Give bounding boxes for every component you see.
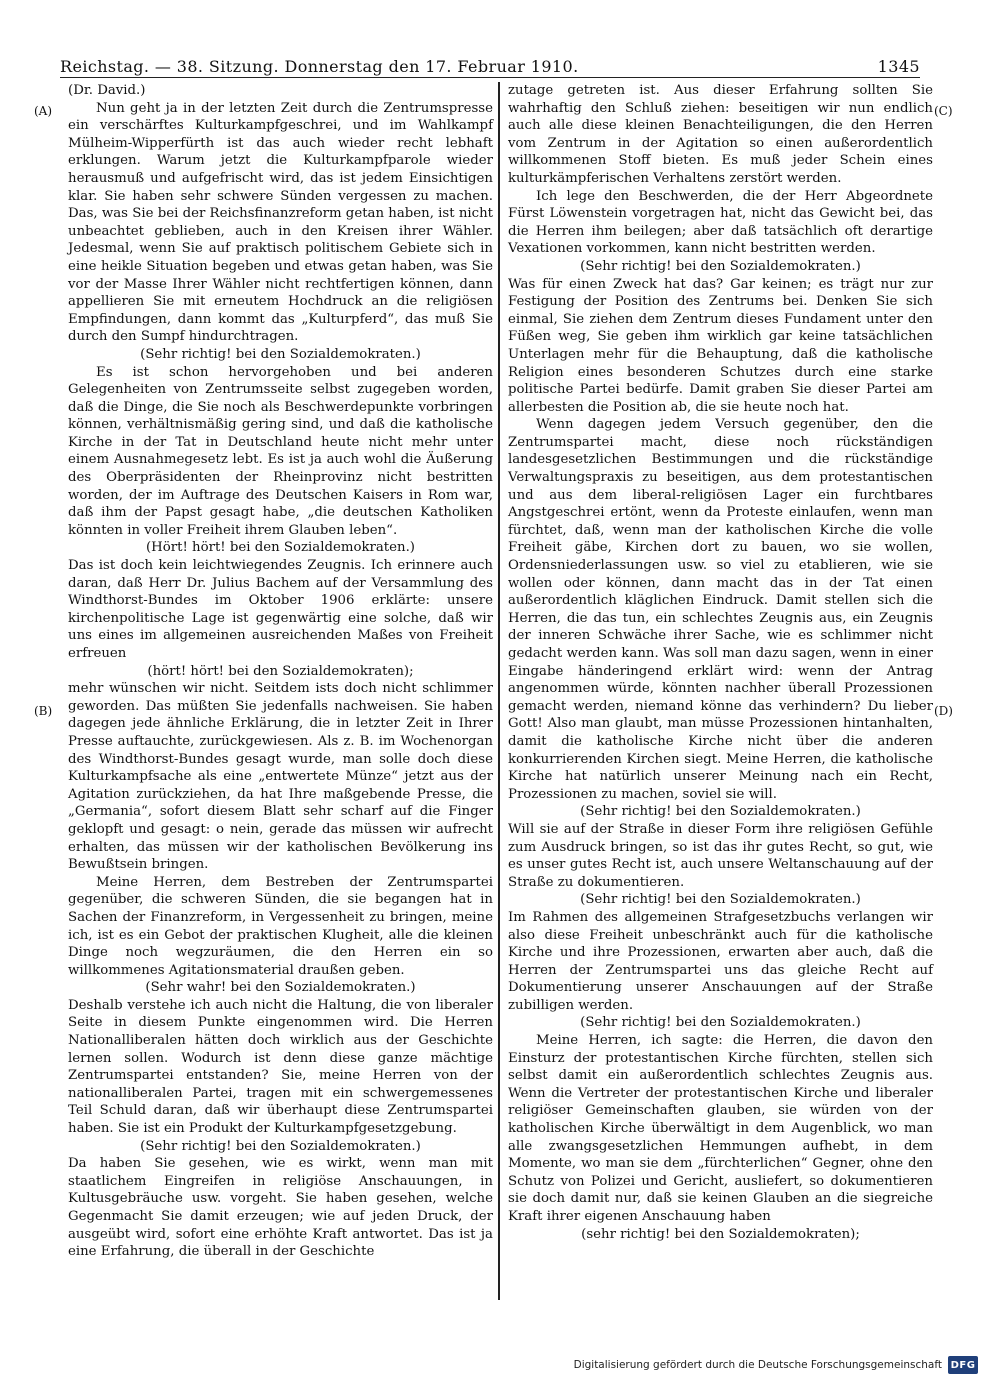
paragraph: Wenn dagegen jedem Versuch gegenüber, den die Zentrumspartei macht, diese noch rückständigen landesgesetzlichen Bestimmungen und die rückständige Verwaltungspraxis zu beseitigen, aus dem protestantischen und aus dem liberal-religiösen Lager ein furchtbares Angstgeschrei ertönt, wenn da Proteste einlaufen, wenn man fürchtet, daß, wenn man der katholischen Kirche die volle Freiheit gäbe, Kirchen dort zu bauen, wo sie wollen, Ordensniederlassungen usw. so viel zu etablieren, wie sie wollen oder können, dann macht das in der Tat einen außerordentlich kläglichen Eindruck. Damit stellen sich die Herren, die das tun, ein schlechtes Zeugnis aus, ein Zeugnis der inneren Schwäche ihrer Sache, wie es schlimmer nicht gedacht werden kann. Was soll man dazu sagen, wenn in einer Eingabe händeringend erklärt wird: wenn der Antrag angenommen würde, könnten nachher überall Prozessionen gemacht werden, niemand könne das verhindern? Du lieber Gott! Also man glaubt, man müsse Prozessionen hintanhalten, damit die katholische Kirche nicht über die anderen konkurrierenden Kirchen siegt. Meine Herren, die katholische Kirche hat natürlich unserer Meinung nach ein Recht, Prozessionen zu machen, soviel sie will.: [508, 417, 933, 802]
paragraph: Will sie auf der Straße in dieser Form ihre religiösen Gefühle zum Ausdruck bringen, so ist das ihr gutes Recht, so gut, wie es unser gutes Recht ist, auch unsere Weltanschauung auf der Straße zu dokumentieren.: [508, 821, 933, 890]
interjection: (Sehr richtig! bei den Sozialdemokraten.): [580, 892, 861, 908]
interjection: (Sehr richtig! bei den Sozialdemokraten.): [580, 804, 861, 820]
interjection: (hört! hört! bei den Sozialdemokraten);: [147, 663, 414, 679]
paragraph: zutage getreten ist. Aus dieser Erfahrung sollten Sie wahrhaftig den Schluß ziehen: beseitigen wir nun endlich auch alle diese kleinen Benachteiligungen, die den Herren vom Zentrum in der Agitation so einen außerordentlich willkommenen Stoff bieten. Es muß jeder Schein eines kulturkämpferischen Verhaltens zerstört werden.: [508, 83, 933, 186]
paragraph: Was für einen Zweck hat das? Gar keinen; es trägt nur zur Festigung der Position des Zentrums bei. Denken Sie sich einmal, Sie ziehen dem Zentrum dieses Fundament unter den Füßen weg, Sie geben ihm wirklich gar keine tatsächlichen Unterlagen mehr für die Behauptung, daß die katholische Religion eines besonderen Schutzes durch eine starke politische Partei bedürfe. Damit graben Sie dieser Partei am allerbesten die Position ab, die sie heute noch hat.: [508, 276, 933, 415]
left-column: [68, 82, 493, 1261]
page-number: 1345: [877, 57, 920, 76]
paragraph: Ich lege den Beschwerden, die der Herr Abgeordnete Fürst Löwenstein vorgetragen hat, nicht das Gewicht bei, das die Herren ihm beilegen; aber daß tatsächlich oft derartige Vexationen vorkommen, kann nicht bestritten werden.: [508, 188, 933, 257]
interjection: (Hört! hört! bei den Sozialdemokraten.): [145, 540, 415, 556]
margin-marker-a: (A): [34, 104, 53, 118]
right-column: [508, 82, 933, 1243]
paragraph: Im Rahmen des allgemeinen Strafgesetzbuchs verlangen wir also diese Freiheit unbeschränkt auch für die katholische Kirche und ihre Prozessionen, erwarten aber auch, daß die Herren der Zentrumspartei uns das gleiche Recht auf Dokumentierung unserer Anschauungen auf der Straße zubilligen werden.: [508, 909, 933, 1013]
margin-marker-c: (C): [934, 104, 953, 118]
interjection: (Sehr richtig! bei den Sozialdemokraten.): [580, 258, 861, 274]
digitization-footer: [574, 1353, 978, 1377]
running-title: Reichstag. — 38. Sitzung. Donnerstag den 17. Februar 1910.: [60, 57, 579, 76]
speaker-label: (Dr. David.): [68, 83, 146, 98]
interjection: (sehr richtig! bei den Sozialdemokraten);: [581, 1226, 860, 1242]
column-divider: [498, 82, 500, 1300]
paragraph: Meine Herren, ich sagte: die Herren, die davon den Einsturz der protestantischen Kirche fürchten, stellen sich selbst damit ein außerordentlich schlechtes Zeugnis aus. Wenn die Vertreter der protestantischen Kirche und liberaler religiöser Gemeinschaften glauben, sie würden von der katholischen Kirche überwältigt in dem Augenblick, wo man alle zwangsgesetzlichen Hemmungen aufhebt, in dem Momente, wo man sie dem „fürchterlichen“ Gegner, ohne den Schutz von Polizei und Gericht, ausliefert, so dokumentieren sie doch damit nur, daß sie keinen Glauben an die siegreiche Kraft ihrer eigenen Anschauung haben: [508, 1033, 933, 1224]
margin-marker-d: (D): [934, 704, 953, 718]
paragraph: Deshalb verstehe ich auch nicht die Haltung, die von liberaler Seite in diesem Punkte eingenommen wird. Die Herren Nationalliberalen hätten doch wirklich aus der Geschichte lernen sollen. Wodurch ist denn diese ganze mächtige Zentrumspartei entstanden? Sie, meine Herren von der nationalliberalen Partei, tragen mit ein schwergemessenes Teil Schuld daran, daß wir überhaupt diese Zentrumspartei haben. Sie ist ein Produkt der Kulturkampfgesetzgebung.: [68, 997, 493, 1137]
interjection: (Sehr richtig! bei den Sozialdemokraten.): [580, 1015, 861, 1031]
paragraph: Meine Herren, dem Bestreben der Zentrumspartei gegenüber, die schweren Sünden, die sie begangen hat in Sachen der Finanzreform, in Vergessenheit zu bringen, meine ich, ist es ein Gebot der praktischen Klugheit, alle die kleinen Dinge noch wegzuräumen, die den Herren ein so willkommenes Agitationsmaterial draußen geben.: [68, 874, 493, 978]
footer-text: Digitalisierung gefördert durch die Deutsche Forschungsgemeinschaft: [573, 1359, 942, 1371]
paragraph: Nun geht ja in der letzten Zeit durch die Zentrumspresse ein verschärftes Kulturkampfgeschrei, und im Wahlkampf Mülheim-Wipperfürth ist das auch wieder recht lebhaft erklungen. Warum jetzt die Kulturkampfparole wieder herausmuß und aufgefrischt wird, das ist jedem Einsichtigen klar. Sie haben sehr schwere Sünden vergessen zu machen. Das, was Sie bei der Reichsfinanzreform getan haben, ist nicht unbeachtet geblieben, auch in den Kreisen ihrer Wähler. Jedesmal, wenn Sie auf praktisch politischem Gebiete sich in eine heikle Situation begeben und etwas getan haben, was Sie vor der Masse Ihrer Wähler nicht rechtfertigen können, dann appellieren Sie mit erneutem Hochdruck an die religiösen Empfindungen, dann kommt das „Kulturpferd“, das muß Sie durch den Sumpf hindurchtragen.: [68, 100, 493, 345]
margin-marker-b: (B): [34, 704, 53, 718]
paragraph: mehr wünschen wir nicht. Seitdem ists doch nicht schlimmer geworden. Das müßten Sie jedenfalls nachweisen. Sie haben dagegen jede ähnliche Erklärung, die in letzter Zeit in Ihrer Presse auftauchte, zurückgewiesen. Als z. B. im Wochenorgan des Windthorst-Bundes gesagt wurde, man solle doch diese Kulturkampfsache als eine „entwertete Münze“ jetzt aus der Agitation zurückziehen, da hat Ihre maßgebende Presse, die „Germania“, sofort diesem Blatt sehr scharf auf die Finger geklopft und gesagt: o nein, gerade das müssen wir aufrecht erhalten, das müssen wir der katholischen Bevölkerung ins Bewußtsein bringen.: [68, 681, 493, 873]
interjection: (Sehr richtig! bei den Sozialdemokraten.): [140, 1138, 421, 1154]
paragraph: Das ist doch kein leichtwiegendes Zeugnis. Ich erinnere auch daran, daß Herr Dr. Julius Bachem auf der Versammlung des Windthorst-Bundes im Oktober 1906 erklärte: unsere kirchenpolitische Lage ist gegenwärtig eine solche, daß wir uns eines im allgemeinen ausreichenden Maßes von Freiheit erfreuen: [68, 558, 493, 661]
running-header: [60, 50, 920, 76]
interjection: (Sehr richtig! bei den Sozialdemokraten.): [140, 346, 421, 362]
paragraph: Da haben Sie gesehen, wie es wirkt, wenn man mit staatlichem Eingreifen in religiöse Anschauungen, in Kultusgebräuche usw. vorgeht. Sie haben gesehen, welche Gegenmacht Sie damit erzeugen; wie auf jeden Druck, der ausgeübt wird, sofort eine erhöhte Kraft antwortet. Das ist ja eine Erfahrung, die überall in der Geschichte: [68, 1156, 493, 1260]
header-rule: [60, 77, 920, 78]
dfg-logo[interactable]: DFG: [948, 1356, 978, 1374]
interjection: (Sehr wahr! bei den Sozialdemokraten.): [145, 980, 416, 996]
paragraph: Es ist schon hervorgehoben und bei anderen Gelegenheiten von Zentrumsseite selbst zugegeben worden, daß die Dinge, die Sie noch als Beschwerdepunkte vorbringen können, verhältnismäßig gering sind, und daß die katholische Kirche in der Tat in Deutschland heute nicht mehr unter einem Ausnahmegesetz lebt. Es ist ja auch wohl die Äußerung des Oberpräsidenten der Rheinprovinz nicht bestritten worden, der im Auftrage des Deutschen Kaisers in Rom war, daß ihm der Papst gesagt habe, „die deutschen Katholiken könnten in voller Freiheit ihrem Glauben leben“.: [68, 364, 493, 538]
